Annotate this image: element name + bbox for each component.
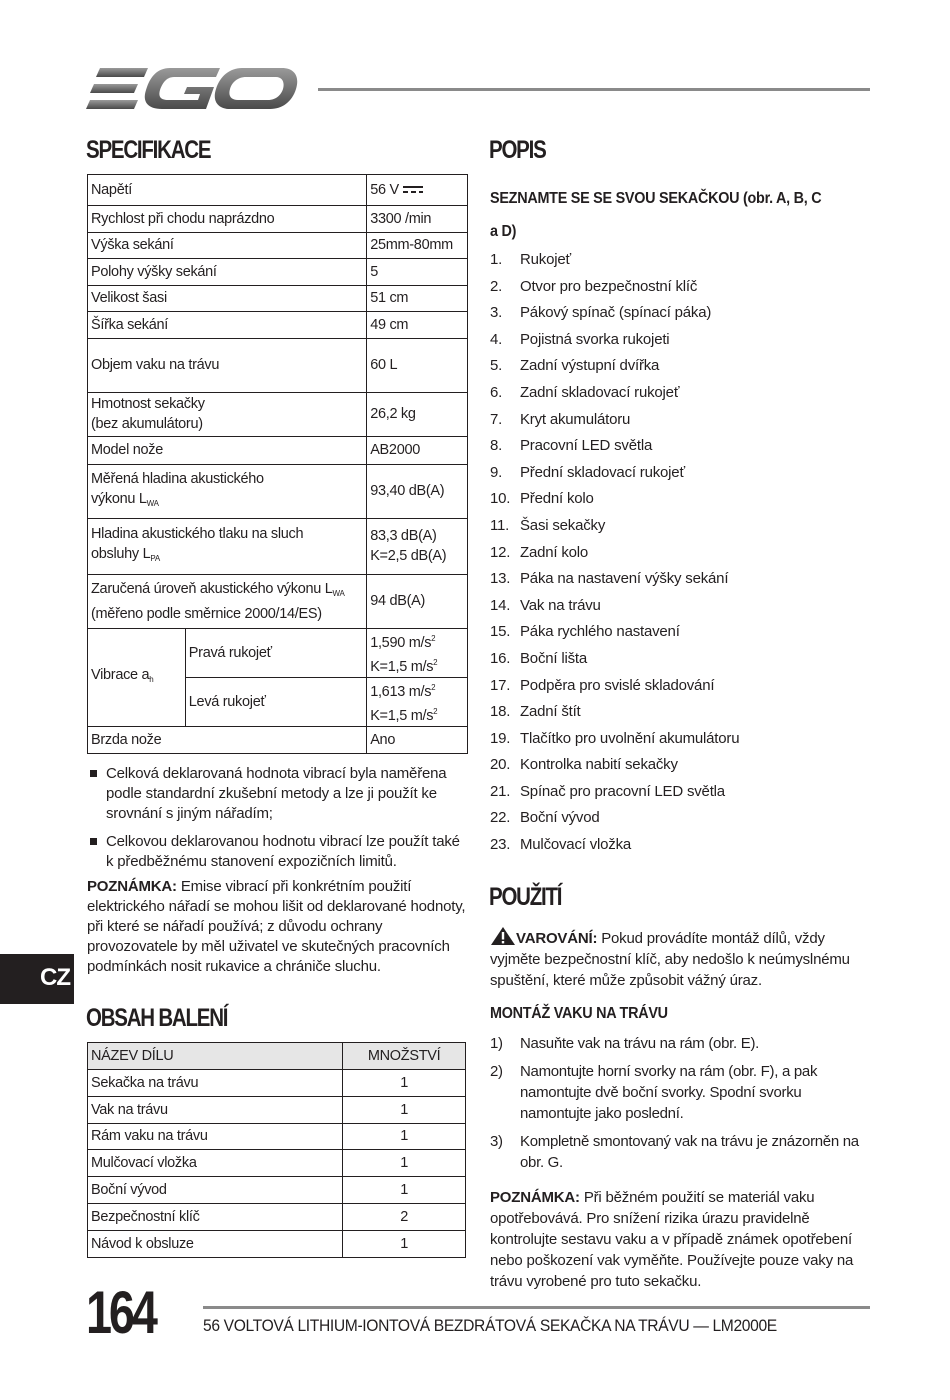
item-label: Podpěra pro svislé skladování <box>520 676 715 694</box>
bullet-square-icon <box>90 838 97 845</box>
list-item <box>490 516 890 543</box>
list-item <box>490 835 890 862</box>
part-qty: 1 <box>343 1123 466 1150</box>
mount-title: MONTÁŽ VAKU NA TRÁVU <box>490 1005 668 1022</box>
warning-block <box>490 926 870 991</box>
table-row <box>88 206 468 233</box>
item-label: Vak na trávu <box>520 596 601 614</box>
list-item <box>490 250 890 277</box>
list-item <box>490 489 890 516</box>
vibration-label: Vibrace $a_h$ <box>88 628 186 726</box>
spec-label: Výška sekání <box>88 232 367 259</box>
table-row <box>88 726 468 753</box>
spec-label: Rychlost při chodu naprázdno <box>88 206 367 233</box>
table-row <box>88 392 468 436</box>
item-label: Zadní skladovací rukojeť <box>520 383 680 401</box>
spec-label: Hmotnost sekačky (bez akumulátoru) <box>88 392 367 436</box>
item-number: 11. <box>490 516 510 534</box>
list-item <box>490 303 890 330</box>
table-row <box>88 1123 466 1150</box>
table-row <box>88 259 468 286</box>
step-text: Kompletně smontovaný vak na trávu je znázorněn na obr. G. <box>520 1133 859 1171</box>
item-label: Přední kolo <box>520 490 594 508</box>
item-label: Otvor pro bezpečnostní klíč <box>520 277 698 295</box>
step-text: Nasuňte vak na trávu na rám (obr. E). <box>520 1035 760 1052</box>
item-label: Rukojeť <box>520 251 571 268</box>
bag-note <box>490 1187 868 1292</box>
table-row <box>88 285 468 312</box>
part-qty: 1 <box>343 1070 466 1097</box>
spec-label: Měřená hladina akustického výkonu $L_{WA}$ <box>88 464 367 518</box>
item-number: 9. <box>490 463 503 481</box>
spec-table <box>87 174 468 754</box>
item-label: Zadní kolo <box>520 543 589 561</box>
table-row <box>88 338 468 392</box>
item-label: Kontrolka nabití sekačky <box>520 756 678 774</box>
item-label: Spínač pro pracovní LED světla <box>520 782 725 800</box>
use-title: POUŽITÍ <box>489 883 562 911</box>
part-qty: 1 <box>343 1150 466 1177</box>
step-text: Namontujte horní svorky na rám (obr. F), a pak namontujte dvě boční svorky. Spodní svorku namontujte jako poslední. <box>520 1063 818 1122</box>
spec-label: Objem vaku na trávu <box>88 338 367 392</box>
spec-value: 83,3 dB(A) K=2,5 dB(A) <box>367 518 468 574</box>
step-number: 2) <box>490 1063 503 1080</box>
item-label: Pákový spínač (spínací páka) <box>520 304 712 322</box>
item-number: 13. <box>490 570 511 588</box>
item-number: 6. <box>490 383 503 401</box>
footer-title: 56 VOLTOVÁ LITHIUM-IONTOVÁ BEZDRÁTOVÁ SEKAČKA NA TRÁVU — LM2000E <box>203 1316 777 1335</box>
item-label: Kryt akumulátoru <box>520 410 631 428</box>
list-item <box>490 436 890 463</box>
spec-value: 60 L <box>367 338 468 392</box>
table-row <box>88 518 468 574</box>
header-rule <box>318 88 870 91</box>
spec-label: Zaručená úroveň akustického výkonu $L_{WA}$ (měřeno podle směrnice 2000/14/ES) <box>88 574 367 628</box>
bullet-text: Celková deklarovaná hodnota vibrací byla naměřena podle standardní zkušební metody a lze ji použít ke srovnání s jiným nářadím; <box>106 765 447 822</box>
item-number: 14. <box>490 596 511 614</box>
item-number: 15. <box>490 623 511 641</box>
spec-label: Hladina akustického tlaku na sluch obsluhy $L_{PA}$ <box>88 518 367 574</box>
spec-value: 5 <box>367 259 468 286</box>
item-number: 1. <box>490 251 503 268</box>
list-item <box>490 330 890 357</box>
list-item <box>490 622 890 649</box>
part-qty: 1 <box>343 1177 466 1204</box>
table-row <box>88 436 468 464</box>
item-label: Boční vývod <box>520 809 600 827</box>
footer-rule <box>203 1306 870 1309</box>
spec-label: Model nože <box>88 436 367 464</box>
item-number: 23. <box>490 836 511 854</box>
part-name: Sekačka na trávu <box>88 1070 343 1097</box>
table-row <box>88 1150 466 1177</box>
popis-title: POPIS <box>489 136 546 164</box>
part-qty: 2 <box>343 1203 466 1230</box>
item-number: 22. <box>490 809 511 827</box>
spec-value: AB2000 <box>367 436 468 464</box>
spec-label: Velikost šasi <box>88 285 367 312</box>
pack-title: OBSAH BALENÍ <box>86 1004 228 1032</box>
item-number: 19. <box>490 729 511 747</box>
item-number: 2. <box>490 277 503 295</box>
list-item <box>490 463 890 490</box>
item-label: Šasi sekačky <box>520 516 606 534</box>
item-number: 7. <box>490 410 503 428</box>
item-label: Přední skladovací rukojeť <box>520 463 685 481</box>
language-tab <box>0 954 74 1004</box>
list-item <box>490 569 890 596</box>
list-item <box>490 729 890 756</box>
table-row <box>88 232 468 259</box>
list-item <box>490 356 890 383</box>
item-number: 20. <box>490 756 511 774</box>
spec-value: 56 V <box>367 175 468 206</box>
table-row <box>88 628 468 677</box>
table-row <box>88 464 468 518</box>
step-item <box>490 1061 870 1124</box>
item-number: 21. <box>490 782 511 800</box>
spec-value: Ano <box>367 726 468 753</box>
table-header-row <box>88 1043 466 1070</box>
part-name: Boční vývod <box>88 1177 343 1204</box>
part-qty: 1 <box>343 1096 466 1123</box>
item-label: Zadní štít <box>520 703 581 721</box>
vibration-right-label: Pravá rukojeť <box>185 628 366 677</box>
bullet-square-icon <box>90 770 97 777</box>
list-item <box>490 808 890 835</box>
warning-triangle-icon <box>490 926 516 946</box>
item-number: 12. <box>490 543 511 561</box>
item-number: 5. <box>490 357 503 375</box>
step-item <box>490 1033 870 1054</box>
list-item <box>490 410 890 437</box>
list-item <box>490 755 890 782</box>
table-row <box>88 1096 466 1123</box>
bullet-item <box>90 764 470 824</box>
parts-list <box>490 250 890 862</box>
list-item <box>490 702 890 729</box>
table-row <box>88 1070 466 1097</box>
warning-label: VAROVÁNÍ: <box>516 930 598 947</box>
list-item <box>490 649 890 676</box>
bullet-item <box>90 832 470 872</box>
page-number: 164 <box>86 1279 155 1346</box>
item-label: Boční lišta <box>520 649 587 667</box>
warning-text: Pokud provádíte montáž dílů, vždy vyjměte bezpečnostní klíč, aby nedošlo k neúmyslnému spuštění, které může způsobit vážný úraz. <box>490 930 850 989</box>
table-row <box>88 312 468 339</box>
dc-symbol-icon <box>403 186 423 194</box>
note-label: POZNÁMKA: <box>87 878 177 895</box>
spec-value: 49 cm <box>367 312 468 339</box>
spec-label: Napětí <box>88 175 367 206</box>
note-label: POZNÁMKA: <box>490 1189 580 1206</box>
spec-value: 51 cm <box>367 285 468 312</box>
table-row <box>88 1177 466 1204</box>
spec-value: 94 dB(A) <box>367 574 468 628</box>
item-number: 17. <box>490 676 511 694</box>
step-item <box>490 1131 870 1173</box>
list-item <box>490 383 890 410</box>
note-text: Emise vibrací při konkrétním použití elektrického nářadí se mohou lišit od deklarované hodnoty, při které se nářadí používá; z důvodu ochrany provozovatele by měl uživatel ve skutečných pracovních podmínkách nosit rukavice a chrániče sluchu. <box>87 878 466 975</box>
table-row <box>88 175 468 206</box>
spec-value: 25mm-80mm <box>367 232 468 259</box>
table-row <box>88 574 468 628</box>
col-header-part: NÁZEV DÍLU <box>88 1043 343 1070</box>
item-number: 3. <box>490 304 503 322</box>
item-label: Pracovní LED světla <box>520 437 653 455</box>
col-header-qty: MNOŽSTVÍ <box>343 1043 466 1070</box>
note-text: Při běžném použití se materiál vaku opotřebovává. Pro snížení rizika úrazu pravidelně kontrolujte sestavu vaku a v případě známek opotřebení nebo poškození vak vyměňte. Používejte pouze vaky na trávu vyrobené pro tuto sekačku. <box>490 1189 854 1290</box>
step-number: 1) <box>490 1035 503 1052</box>
item-number: 16. <box>490 649 511 667</box>
item-label: Páka na nastavení výšky sekání <box>520 570 729 588</box>
vibration-left-value: 1,613 $m/s^2$ K=1,5 $m/s^2$ <box>367 677 468 726</box>
spec-value: 26,2 kg <box>367 392 468 436</box>
item-label: Zadní výstupní dvířka <box>520 357 660 375</box>
vibration-note <box>87 877 472 977</box>
part-name: Bezpečnostní klíč <box>88 1203 343 1230</box>
item-number: 4. <box>490 330 503 348</box>
list-item <box>490 277 890 304</box>
know-title-line2: a D) <box>490 223 517 240</box>
spec-label: Polohy výšky sekání <box>88 259 367 286</box>
table-row <box>88 1203 466 1230</box>
vibration-left-label: Levá rukojeť <box>185 677 366 726</box>
vibration-right-value: 1,590 $m/s^2$ K=1,5 $m/s^2$ <box>367 628 468 677</box>
package-table <box>87 1042 466 1258</box>
item-number: 10. <box>490 490 511 508</box>
list-item <box>490 596 890 623</box>
spec-value: 3300 /min <box>367 206 468 233</box>
language-tab-label: CZ <box>40 964 70 991</box>
item-label: Mulčovací vložka <box>520 836 632 854</box>
bullet-text: Celkovou deklarovanou hodnotu vibrací lze použít také k předběžnému stanovení expozičních limitů. <box>106 833 460 870</box>
know-title-line1: SEZNAMTE SE SE SVOU SEKAČKOU (obr. A, B, C <box>490 190 822 207</box>
part-name: Vak na trávu <box>88 1096 343 1123</box>
spec-title: SPECIFIKACE <box>86 136 211 164</box>
list-item <box>490 676 890 703</box>
step-number: 3) <box>490 1133 503 1150</box>
spec-label: Brzda nože <box>88 726 367 753</box>
spec-value: 93,40 dB(A) <box>367 464 468 518</box>
item-label: Tlačítko pro uvolnění akumulátoru <box>520 729 740 747</box>
item-label: Páka rychlého nastavení <box>520 623 680 641</box>
list-item <box>490 782 890 809</box>
item-number: 18. <box>490 703 511 721</box>
part-name: Mulčovací vložka <box>88 1150 343 1177</box>
part-name: Návod k obsluze <box>88 1230 343 1257</box>
ego-logo <box>86 64 298 114</box>
list-item <box>490 543 890 570</box>
table-row <box>88 1230 466 1257</box>
item-number: 8. <box>490 437 503 455</box>
part-qty: 1 <box>343 1230 466 1257</box>
part-name: Rám vaku na trávu <box>88 1123 343 1150</box>
item-label: Pojistná svorka rukojeti <box>520 330 670 348</box>
spec-label: Šířka sekání <box>88 312 367 339</box>
